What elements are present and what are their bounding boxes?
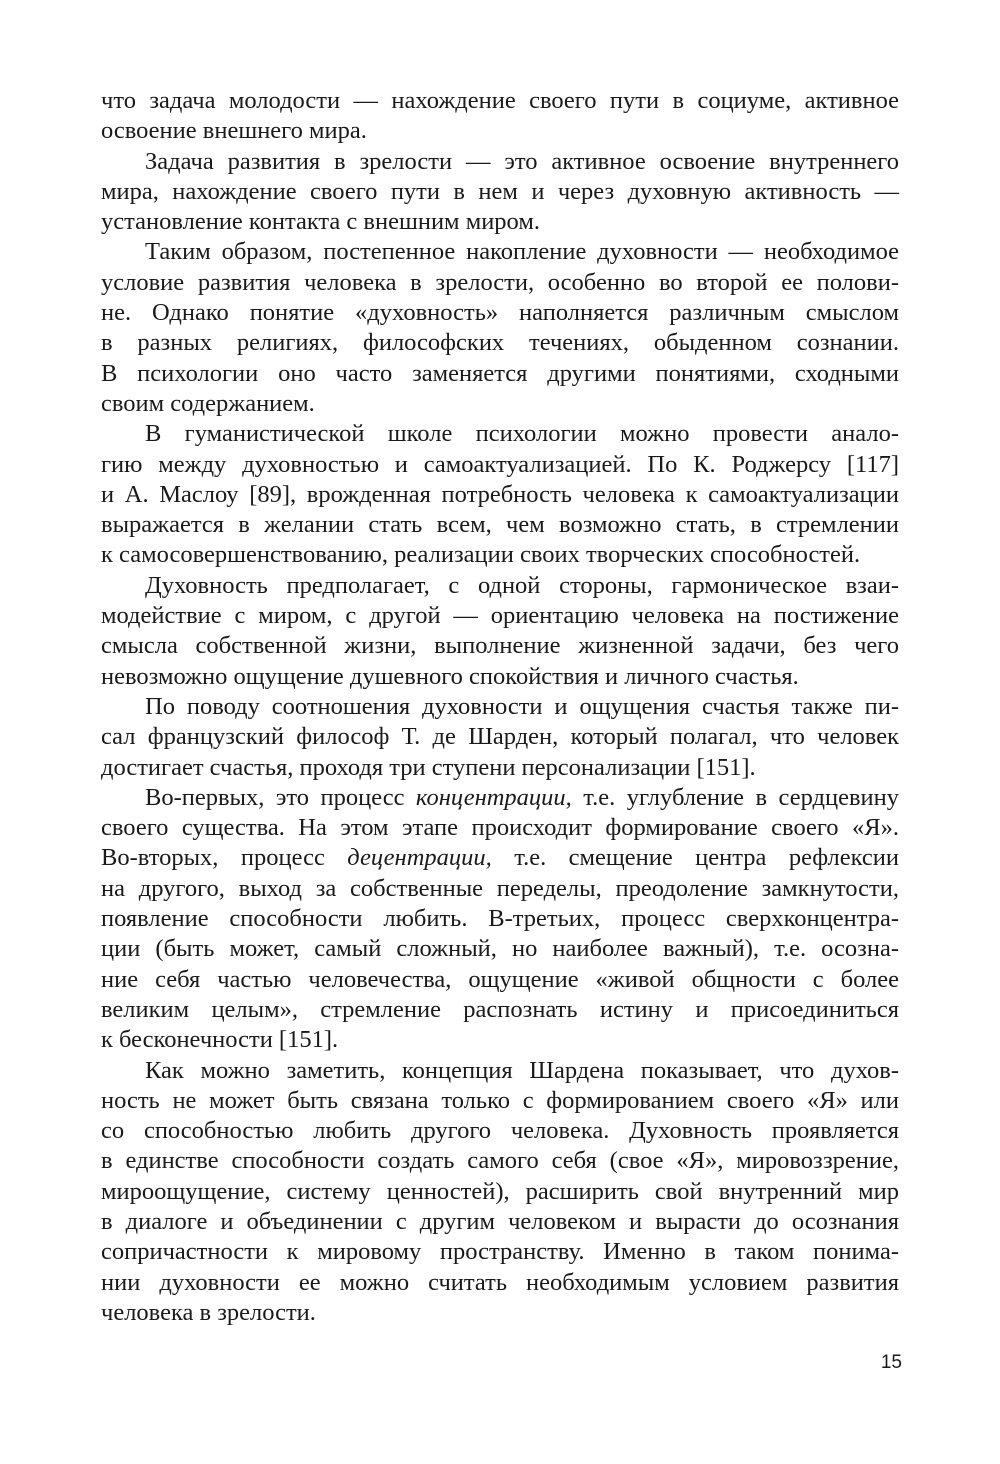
text-line: нии духовности ее можно считать необходимым условием развития xyxy=(101,1268,899,1296)
text-line: к самосовершенствованию, реализации своих творческих способностей. xyxy=(101,541,861,569)
text-line: условие развития человека в зрелости, особенно во второй ее полови- xyxy=(101,268,899,296)
text-line: ние себя частью человечества, ощущение «живой общности с более xyxy=(101,965,899,993)
text-line: со способностью любить другого человека. Духовность проявляется xyxy=(101,1117,899,1145)
text-line: мира, нахождение своего пути в нем и через духовную активность — xyxy=(101,177,899,205)
text-line: своим содержанием. xyxy=(101,389,315,417)
text-line: установление контакта с внешним миром. xyxy=(101,208,540,236)
text-line: не. Однако понятие «духовность» наполняется различным смыслом xyxy=(101,299,899,327)
text-line: в диалоге и объединении с другим человеком и вырасти до осознания xyxy=(101,1207,899,1235)
text-line: Задача развития в зрелости — это активное освоение внутреннего xyxy=(145,147,899,175)
text-line: модействие с миром, с другой — ориентацию человека на постижение xyxy=(101,602,899,630)
page-number: 15 xyxy=(880,1352,902,1373)
text-line: в разных религиях, философских течениях, обыденном сознании. xyxy=(101,329,899,357)
text-line: Во-вторых, процесс децентрации, т.е. смещение центра рефлексии xyxy=(101,844,899,872)
text-line: на другого, выход за собственные переделы, преодоление замкнутости, xyxy=(101,874,899,902)
text-line: По поводу соотношения духовности и ощущения счастья также пи- xyxy=(145,692,899,720)
text-line: В гуманистической школе психологии можно провести анало- xyxy=(145,420,899,448)
text-line: великим целым», стремление распознать истину и присоединиться xyxy=(101,995,899,1023)
text-line: Духовность предполагает, с одной стороны, гармоническое взаи- xyxy=(145,571,899,599)
text-line: невозможно ощущение душевного спокойствия и личного счастья. xyxy=(101,662,799,690)
text-line: Во-первых, это процесс концентрации, т.е. углубление в сердцевину xyxy=(145,783,899,811)
text-line: в единстве способности создать самого себя (свое «Я», мировоззрение, xyxy=(101,1147,899,1175)
text-line: В психологии оно часто заменяется другими понятиями, сходными xyxy=(101,359,899,387)
text-line: ции (быть может, самый сложный, но наиболее важный), т.е. осозна- xyxy=(101,935,899,963)
text-line: мироощущение, систему ценностей), расширить свой внутренний мир xyxy=(101,1177,899,1205)
text-line: ность не может быть связана только с формированием своего «Я» или xyxy=(101,1086,899,1114)
text-line: освоение внешнего мира. xyxy=(101,117,367,145)
text-line: смысла собственной жизни, выполнение жизненной задачи, без чего xyxy=(101,632,899,660)
text-line: Таким образом, постепенное накопление духовности — необходимое xyxy=(145,238,899,266)
text-line: к бесконечности [151]. xyxy=(101,1026,339,1054)
text-line: сопричастности к мировому пространству. Именно в таком понима- xyxy=(101,1238,899,1266)
text-line: и А. Маслоу [89], врожденная потребность человека к самоактуализации xyxy=(101,480,899,508)
body-text xyxy=(101,86,899,1328)
text-line: своего существа. На этом этапе происходит формирование своего «Я». xyxy=(101,814,899,842)
text-line: достигает счастья, проходя три ступени персонализации [151]. xyxy=(101,753,756,781)
text-line: Как можно заметить, концепция Шардена показывает, что духов- xyxy=(145,1056,899,1084)
text-line: человека в зрелости. xyxy=(101,1298,316,1326)
text-line: появление способности любить. В-третьих, процесс сверхконцентра- xyxy=(101,905,899,933)
text-line: сал французский философ Т. де Шарден, который полагал, что человек xyxy=(101,723,899,751)
text-line: что задача молодости — нахождение своего пути в социуме, активное xyxy=(101,87,899,114)
text-line: гию между духовностью и самоактуализацией. По К. Роджерсу [117] xyxy=(101,450,899,478)
text-line: выражается в желании стать всем, чем возможно стать, в стремлении xyxy=(101,511,899,539)
